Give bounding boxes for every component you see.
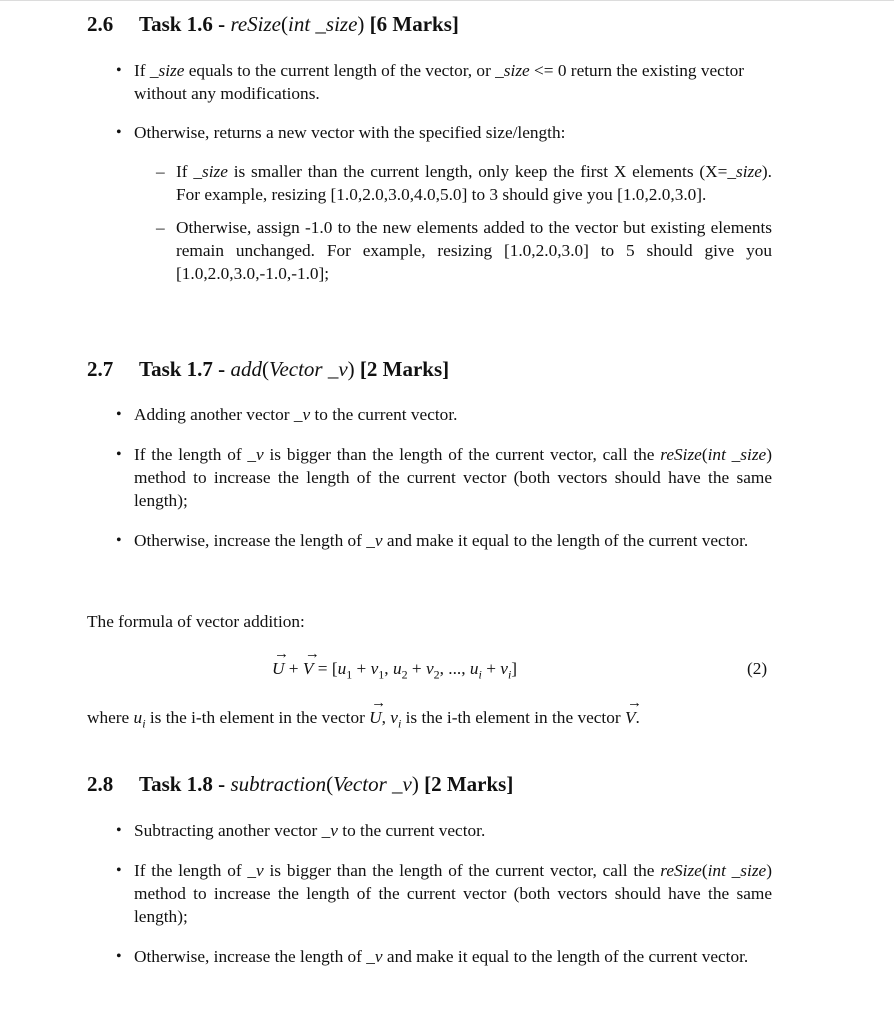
method-param: int _size: [287, 12, 358, 36]
var: u: [337, 659, 347, 678]
var: int _size: [707, 861, 767, 880]
text: If the length of: [134, 861, 248, 880]
vector-u: → U: [272, 657, 284, 680]
bullet-icon: •: [116, 532, 122, 549]
var: _v: [247, 861, 264, 880]
text: If: [176, 162, 194, 181]
vector-addition-equation: [272, 657, 772, 680]
text: If the length of: [134, 445, 248, 464]
text: .: [635, 708, 640, 727]
op: +: [481, 659, 501, 678]
vector-v: → V: [303, 657, 314, 680]
list-item: [87, 859, 772, 928]
var: _v: [321, 821, 338, 840]
method-name: reSize: [230, 12, 281, 36]
op: ,: [384, 659, 393, 678]
method-signature: [230, 357, 354, 381]
section-heading-2-6: [87, 11, 459, 37]
text: <= 0 return the existing vector without any modifications.: [134, 61, 745, 103]
sub-list-item: [87, 216, 772, 285]
section-title-prefix: Task 1.6 -: [139, 12, 231, 36]
formula-intro: The formula of vector addition:: [87, 612, 305, 631]
dash-icon: –: [156, 162, 165, 181]
method-param: Vector _v: [268, 357, 348, 381]
var: _v: [247, 445, 264, 464]
subscript: i: [397, 716, 402, 731]
where-paragraph: [87, 706, 772, 729]
section-heading-2-8: [87, 771, 513, 797]
var: reSize: [660, 861, 702, 880]
text: and make it equal to the length of the current vector.: [382, 531, 749, 550]
text: Otherwise, returns a new vector with the specified size/length:: [134, 123, 566, 142]
bullet-icon: •: [116, 406, 122, 423]
bullet-icon: •: [116, 446, 122, 463]
text: Adding another vector: [134, 405, 294, 424]
paren-close: ): [357, 12, 365, 36]
var: _v: [366, 531, 383, 550]
section-title-prefix: Task 1.7 -: [139, 357, 231, 381]
list-item: [87, 59, 772, 105]
op: , ...,: [439, 659, 470, 678]
text: ) method to increase the length of the current vector (both vectors should have the same length);: [134, 861, 772, 926]
section-2-8-bullets: [87, 819, 772, 968]
subscript: 2: [401, 667, 408, 682]
bullet-icon: •: [116, 862, 122, 879]
equation-number: (2): [747, 659, 768, 678]
text: If: [134, 61, 150, 80]
subscript: i: [507, 667, 512, 682]
text: Otherwise, increase the length of: [134, 947, 367, 966]
section-number: 2.7: [87, 357, 114, 381]
subscript: i: [478, 667, 482, 682]
text: Otherwise, increase the length of: [134, 531, 367, 550]
method-signature: [230, 12, 364, 36]
method-param: Vector _v: [333, 772, 412, 796]
list-item: [87, 529, 772, 552]
var: _size: [727, 162, 762, 181]
var: u: [133, 708, 143, 727]
op: +: [407, 659, 426, 678]
var: reSize: [660, 445, 702, 464]
list-item: [87, 121, 772, 144]
var: v: [500, 659, 508, 678]
text: is the i-th element in the vector: [401, 708, 625, 727]
section-heading-2-7: [87, 356, 449, 382]
var: v: [370, 659, 379, 678]
text: is the i-th element in the vector: [145, 708, 370, 727]
paren-open: (: [261, 357, 269, 381]
bullet-icon: •: [116, 62, 122, 79]
paren-open: (: [280, 12, 288, 36]
op: = [: [313, 659, 338, 678]
text: equals to the current length of the vector, or: [184, 61, 496, 80]
text: where: [87, 708, 134, 727]
bullet-icon: •: [116, 822, 122, 839]
section-2-7-bullets: [87, 403, 772, 552]
subscript: i: [142, 716, 146, 731]
text: to the current vector.: [310, 405, 458, 424]
text: and make it equal to the length of the current vector.: [382, 947, 749, 966]
var: int _size: [707, 445, 767, 464]
section-marks: [2 Marks]: [354, 357, 450, 381]
section-marks: [2 Marks]: [418, 772, 514, 796]
bullet-icon: •: [116, 124, 122, 141]
method-name: subtraction: [230, 772, 327, 796]
text: is bigger than the length of the current vector, call the: [263, 861, 661, 880]
var: _size: [149, 61, 185, 80]
method-name: add: [230, 357, 262, 381]
text: ,: [381, 708, 391, 727]
section-number: 2.6: [87, 12, 114, 36]
op: ]: [511, 659, 518, 678]
var: _size: [495, 61, 530, 80]
dash-icon: –: [156, 218, 165, 237]
list-item: [87, 443, 772, 512]
paren-open: (: [326, 772, 334, 796]
paren-close: ): [347, 357, 355, 381]
method-signature: [230, 772, 418, 796]
op: +: [352, 659, 371, 678]
subscript: 1: [378, 667, 385, 682]
var: v: [425, 659, 434, 678]
text: ). For example, resizing [1.0,2.0,3.0,4.0,5.0] to 3 should give you [1.0,2.0,3.0].: [176, 162, 772, 204]
vector-v: → V: [625, 706, 636, 729]
var: u: [469, 659, 479, 678]
bullet-icon: •: [116, 948, 122, 965]
text: Subtracting another vector: [134, 821, 322, 840]
list-item: [87, 945, 772, 968]
list-item: [87, 403, 772, 426]
section-number: 2.8: [87, 772, 114, 796]
text: is smaller than the current length, only keep the first X elements (X=: [227, 162, 728, 181]
top-rule: [0, 0, 894, 1]
subscript: 1: [346, 667, 353, 682]
section-title-prefix: Task 1.8 -: [139, 772, 231, 796]
paren-close: ): [411, 772, 419, 796]
var: _v: [293, 405, 311, 424]
op: +: [284, 659, 303, 678]
var: v: [390, 708, 398, 727]
subscript: 2: [433, 667, 440, 682]
text: is bigger than the length of the current vector, call the: [263, 445, 661, 464]
text: to the current vector.: [337, 821, 486, 840]
text: (: [701, 445, 708, 464]
section-2-6-bullets: [87, 59, 772, 285]
var: _v: [366, 947, 383, 966]
text: (: [701, 861, 708, 880]
text: Otherwise, assign -1.0 to the new elements added to the vector but existing elements remain unchanged. For example, resizing [1.0,2.0,3.0] to 5 should give you [1.0,2.0,3.0,-1.0,-1.0];: [176, 218, 772, 283]
var: u: [392, 659, 402, 678]
text: ) method to increase the length of the current vector (both vectors should have the same length);: [134, 445, 772, 510]
vector-u: → U: [369, 706, 381, 729]
sub-list-item: [87, 160, 772, 206]
var: _size: [193, 162, 228, 181]
section-marks: [6 Marks]: [364, 12, 459, 36]
list-item: [87, 819, 772, 842]
